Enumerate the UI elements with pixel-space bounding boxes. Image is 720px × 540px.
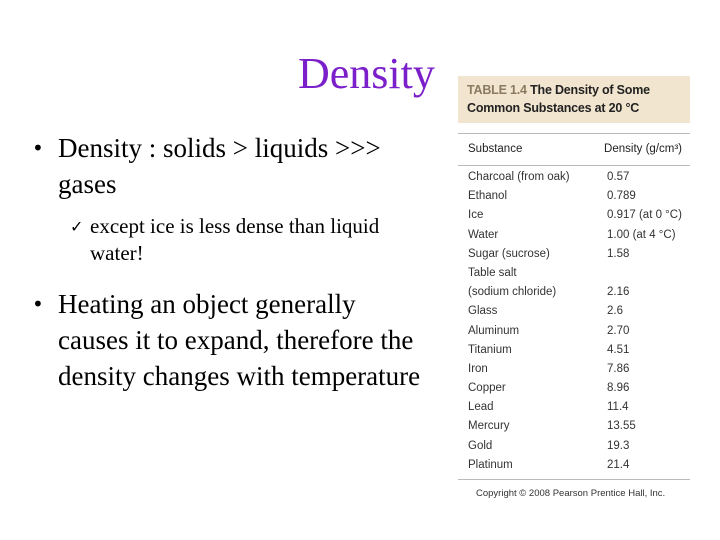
slide-title: Density <box>298 49 435 98</box>
substance-cell: (sodium chloride) <box>468 286 557 299</box>
table-row <box>458 206 690 225</box>
substance-cell: Ice <box>468 209 484 222</box>
sub-bullet-text: except ice is less dense than liquid water! <box>90 214 380 265</box>
density-cell: 8.96 <box>607 382 630 395</box>
density-cell: 11.4 <box>607 401 629 414</box>
substance-cell: Table salt <box>468 266 517 279</box>
density-cell: 1.58 <box>607 247 630 260</box>
table-row <box>458 302 690 321</box>
checkmark-icon: ✓ <box>70 217 84 236</box>
table-row <box>458 168 690 187</box>
substance-cell: Glass <box>468 305 498 318</box>
table-bottom-rule <box>458 479 690 480</box>
table-row <box>458 226 690 245</box>
table-row <box>458 264 690 283</box>
density-cell: 21.4 <box>607 458 630 471</box>
substance-cell: Water <box>468 228 499 241</box>
table-row <box>458 322 690 341</box>
substance-cell: Titanium <box>468 343 512 356</box>
substance-cell: Iron <box>468 362 488 375</box>
bullet-text: Heating an object generally causes it to expand, therefore the density changes with temperature <box>58 289 421 391</box>
table-row <box>458 379 690 398</box>
table-row <box>458 417 690 436</box>
table-title: The Density of Some Common Substances at 20 °C <box>467 83 650 115</box>
substance-cell: Charcoal (from oak) <box>468 171 570 183</box>
substance-cell: Lead <box>468 401 494 414</box>
substance-cell: Sugar (sucrose) <box>468 247 550 260</box>
table-row <box>458 283 690 302</box>
bullet-item <box>30 130 430 202</box>
substance-cell: Gold <box>468 439 493 452</box>
table-header <box>458 76 690 123</box>
table-row <box>458 245 690 264</box>
substance-cell: Mercury <box>468 420 510 433</box>
density-cell: 0.789 <box>607 190 636 203</box>
density-table <box>458 76 690 499</box>
substance-cell: Copper <box>468 382 506 395</box>
bullet-dot-icon: • <box>32 292 44 316</box>
table-number: TABLE 1.4 <box>467 83 527 97</box>
copyright-text: Copyright © 2008 Pearson Prentice Hall, Inc. <box>476 488 666 499</box>
column-header-substance: Substance <box>468 143 523 155</box>
density-cell: 4.51 <box>607 343 630 356</box>
table-row <box>458 437 690 456</box>
density-cell: 0.917 (at 0 °C) <box>607 209 682 222</box>
table-row <box>458 456 690 475</box>
column-header-density: Density (g/cm³) <box>604 143 682 155</box>
bullet-dot-icon: • <box>32 136 44 160</box>
bullet-item <box>30 286 430 394</box>
density-cell: 1.00 (at 4 °C) <box>607 228 676 241</box>
density-cell: 2.70 <box>607 324 630 337</box>
density-cell: 19.3 <box>607 439 630 452</box>
table-body <box>458 166 690 475</box>
table-row <box>458 398 690 417</box>
table-row <box>458 341 690 360</box>
density-cell: 0.57 <box>607 171 630 183</box>
bullet-list <box>30 130 430 394</box>
density-cell: 2.6 <box>607 305 623 318</box>
substance-cell: Ethanol <box>468 190 508 203</box>
table-row <box>458 360 690 379</box>
bullet-text: Density : solids > liquids >>> gases <box>58 133 381 199</box>
substance-cell: Aluminum <box>468 324 520 337</box>
substance-cell: Platinum <box>468 458 513 471</box>
sub-bullet-item <box>30 213 430 267</box>
table-row <box>458 187 690 206</box>
density-cell: 13.55 <box>607 420 636 433</box>
density-cell: 2.16 <box>607 286 630 299</box>
density-cell: 7.86 <box>607 362 630 375</box>
table-column-headers <box>458 133 690 166</box>
